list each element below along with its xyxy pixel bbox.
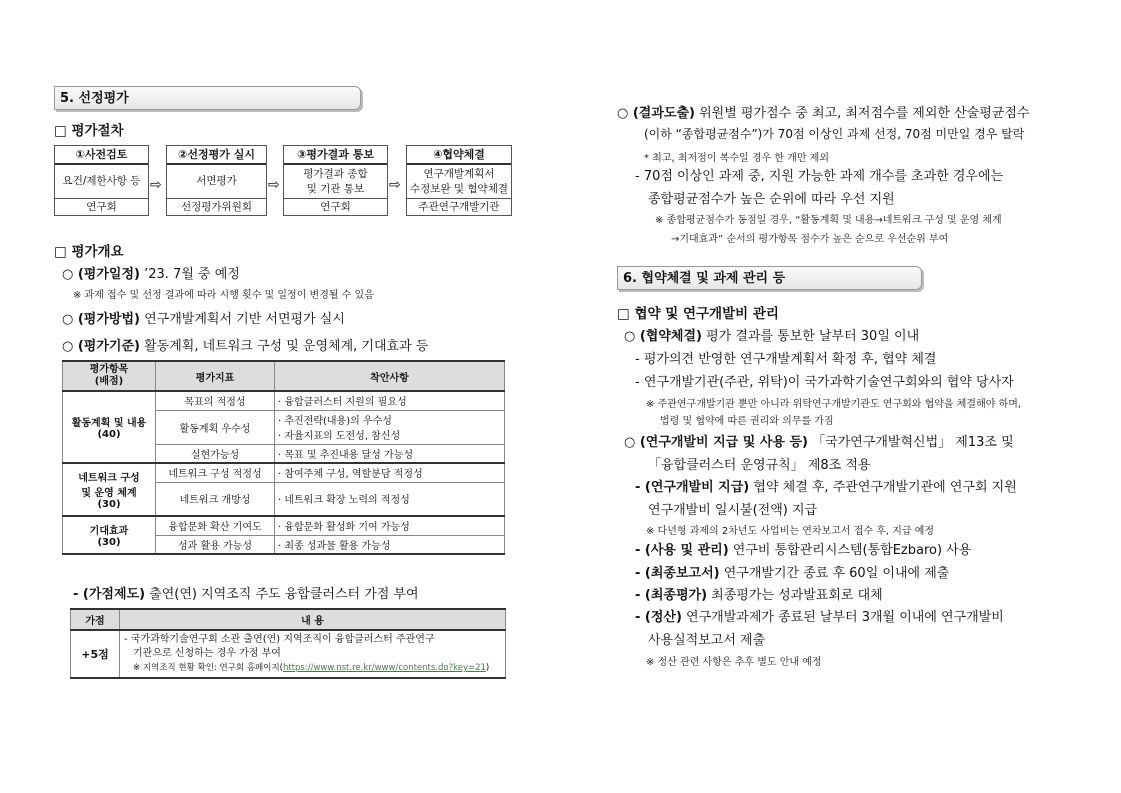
- agreement-heading: □ 협약 및 연구개발비 관리: [617, 306, 779, 322]
- result-text: 위원별 평가점수 중 최고, 최저점수를 제외한 산술평균점수: [694, 106, 1030, 121]
- final-eval-line: [635, 584, 883, 603]
- table-header-row: [63, 361, 505, 391]
- point-cell: · 참여주체 구성, 역할분담 적정성: [275, 463, 505, 482]
- fund-label: ○ (연구개발비 지급 및 사용 등): [624, 435, 808, 450]
- point-cell: · 융합문화 활성화 기여 가능성: [275, 516, 505, 535]
- content-note: [124, 661, 501, 675]
- pay-label: - (연구개발비 지급): [635, 480, 750, 495]
- section-6-title: 6. 협약체결 및 과제 관리 등: [617, 266, 922, 290]
- result-note-2b: →기대효과” 순서의 평가항목 점수가 높은 순으로 우선순위 부여: [671, 234, 949, 245]
- content-line: - 국가과학기술연구회 소관 출연(연) 지역조직이 융합클러스터 주관연구: [124, 634, 435, 645]
- indicator-cell: 네트워크 구성 적정성: [156, 463, 275, 482]
- schedule-text: ’23. 7월 중 예정: [139, 267, 240, 282]
- step-4: [406, 145, 512, 216]
- result-dash-1: - 70점 이상인 과제 중, 지원 가능한 과제 개수를 초과한 경우에는: [635, 169, 1004, 184]
- fund-text-2: 「융합클러스터 운영규칙」 제8조 적용: [648, 458, 871, 473]
- result-line: [617, 102, 1029, 121]
- step-body: 평가결과 종합 및 기관 통보: [284, 165, 387, 199]
- table-row: [71, 630, 506, 678]
- agree-dash-1: - 평가의견 반영한 연구개발계획서 확정 후, 협약 체결: [635, 352, 937, 367]
- bonus-table: [70, 608, 506, 679]
- indicator-cell: 실현가능성: [156, 444, 275, 463]
- arrow-right-icon: ⇨: [268, 177, 280, 193]
- arrow-right-icon: ⇨: [389, 177, 401, 193]
- point-text: · 자율지표의 도전성, 참신성: [278, 431, 401, 442]
- pay-text-2: 연구개발비 일시불(전액) 지급: [648, 503, 818, 518]
- pay-line: [635, 476, 1017, 495]
- use-text: 연구비 통합관리시스템(통합Ezbaro) 사용: [728, 543, 972, 558]
- bonus-text: 출연(연) 지역조직 주도 융합클러스터 가점 부여: [145, 587, 419, 602]
- bonus-label: - (가점제도): [73, 587, 146, 602]
- agree-label: ○ (협약체결): [624, 329, 702, 344]
- agree-line: [624, 325, 919, 344]
- settle-text: 연구개발과제가 종료된 날부터 3개월 이내에 연구개발비: [681, 610, 1004, 625]
- settle-line: [635, 606, 1004, 625]
- result-text-2: (이하 “종합평균점수”)가 70점 이상인 과제 선정, 70점 미만일 경우 탈락: [644, 127, 1025, 141]
- method-label: ○ (평가방법): [62, 312, 140, 327]
- point-text: · 추진전략(내용)의 우수성: [278, 416, 392, 427]
- note-suffix: ): [485, 663, 490, 673]
- result-note-2a: ※ 종합평균점수가 동점일 경우, “활동계획 및 내용→네트워크 구성 및 운영 체계: [655, 215, 1002, 226]
- step-title: ①사전검토: [55, 146, 148, 165]
- header-item: 평가항목 (배점): [63, 361, 156, 391]
- schedule-note: ※ 과제 접수 및 선정 결과에 따라 시행 횟수 및 일정이 변경될 수 있음: [73, 290, 374, 301]
- content-line: 기관으로 신청하는 경우 가점 부여: [133, 648, 281, 659]
- fund-text: 「국가연구개발혁신법」 제13조 및: [808, 435, 1014, 450]
- table-row: [63, 391, 505, 410]
- overview-heading: □ 평가개요: [54, 244, 124, 260]
- step-foot: 주관연구개발기관: [418, 201, 500, 213]
- table-header-row: [71, 609, 506, 630]
- result-dash-2: 종합평균점수가 높은 순위에 따라 우선 지원: [648, 192, 895, 207]
- indicator-cell: 융합문화 확산 기여도: [156, 516, 275, 535]
- method-line: [62, 308, 345, 327]
- criteria-text: 활동계획, 네트워크 구성 및 운영체계, 기대효과 등: [139, 339, 429, 354]
- header-indicator: 평가지표: [156, 361, 275, 391]
- result-label: ○ (결과도출): [617, 106, 695, 121]
- item-cell: 기대효과 (30): [63, 516, 156, 554]
- table-row: [63, 463, 505, 482]
- homepage-link[interactable]: https://www.nst.re.kr/www/contents.do?key=21: [282, 663, 486, 673]
- pay-text: 협약 체결 후, 주관연구개발기관에 연구회 지원: [749, 480, 1017, 495]
- bonus-line: [73, 583, 419, 602]
- step-2: [166, 145, 267, 216]
- step-1: [54, 145, 149, 216]
- step-3: [283, 145, 388, 216]
- method-text: 연구개발계획서 기반 서면평가 실시: [139, 312, 345, 327]
- indicator-cell: 성과 활용 가능성: [156, 535, 275, 554]
- points-cell: +5점: [71, 630, 120, 678]
- note-prefix: ※ 지역조직 현황 확인: 연구회 홈페이지(: [133, 663, 283, 673]
- result-note-1: * 최고, 최저점이 복수일 경우 한 개만 제외: [644, 153, 829, 164]
- point-cell: · 네트워크 확장 노력의 적정성: [275, 482, 505, 516]
- step-foot: 연구회: [86, 201, 117, 213]
- step-title: ④협약체결: [407, 146, 511, 165]
- settle-label: - (정산): [635, 610, 682, 625]
- step-foot: 선정평가위원회: [180, 201, 252, 213]
- item-cell: 활동계획 및 내용 (40): [63, 391, 156, 463]
- agree-text: 평가 결과를 통보한 날부터 30일 이내: [701, 329, 920, 344]
- step-title: ②선정평가 실시: [167, 146, 266, 165]
- criteria-line: [62, 335, 428, 354]
- agree-dash-2: - 연구개발기관(주관, 위탁)이 국가과학기술연구회와의 협약 당사자: [635, 375, 1014, 390]
- pay-note: ※ 다년형 과제의 2차년도 사업비는 연차보고서 접수 후, 지급 예정: [646, 526, 935, 537]
- criteria-label: ○ (평가기준): [62, 339, 140, 354]
- agree-note-2: 법령 및 협약에 따른 권리와 의무를 가짐: [660, 416, 834, 427]
- indicator-cell: 목표의 적정성: [156, 391, 275, 410]
- step-title: ③평가결과 통보: [284, 146, 387, 165]
- point-cell: · 융합클러스터 지원의 필요성: [275, 391, 505, 410]
- final-label: - (최종보고서): [635, 566, 720, 581]
- final-report-line: [635, 562, 949, 581]
- final-text: 연구개발기간 종료 후 60일 이내에 제출: [719, 566, 950, 581]
- step-body: 요건/제한사항 등: [55, 165, 148, 199]
- header-points: 착안사항: [275, 361, 505, 391]
- table-row: [63, 516, 505, 535]
- settle-text-2: 사용실적보고서 제출: [648, 633, 766, 648]
- indicator-cell: 활동계획 우수성: [156, 410, 275, 444]
- header-content: 내 용: [120, 609, 506, 630]
- agree-note-1: ※ 주관연구개발기관 뿐만 아니라 위탁연구개발기관도 연구회와 협약을 체결해야 하며,: [646, 399, 1022, 410]
- arrow-right-icon: ⇨: [150, 177, 162, 193]
- content-cell: [120, 630, 506, 678]
- procedure-heading: □ 평가절차: [54, 123, 124, 139]
- schedule-line: [62, 263, 240, 282]
- item-cell: 네트워크 구성 및 운영 체계 (30): [63, 463, 156, 516]
- eval-label: - (최종평가): [635, 588, 708, 603]
- section-5-title: 5. 선정평가: [54, 86, 361, 110]
- eval-text: 최종평가는 성과발표회로 대체: [707, 588, 883, 603]
- step-body: 서면평가: [167, 165, 266, 199]
- settle-note: ※ 정산 관련 사항은 추후 별도 안내 예정: [646, 657, 822, 668]
- header-points: 가점: [71, 609, 120, 630]
- indicator-cell: 네트워크 개방성: [156, 482, 275, 516]
- point-cell: · 목표 및 추진내용 달성 가능성: [275, 444, 505, 463]
- step-foot: 연구회: [320, 201, 351, 213]
- point-cell: · 최종 성과물 활용 가능성: [275, 535, 505, 554]
- point-cell: [275, 410, 505, 444]
- use-label: - (사용 및 관리): [635, 543, 729, 558]
- criteria-table: [62, 360, 505, 555]
- step-body: 연구개발계획서 수정보완 및 협약체결: [407, 165, 511, 199]
- fund-line: [624, 431, 1014, 450]
- schedule-label: ○ (평가일정): [62, 267, 140, 282]
- use-line: [635, 539, 971, 558]
